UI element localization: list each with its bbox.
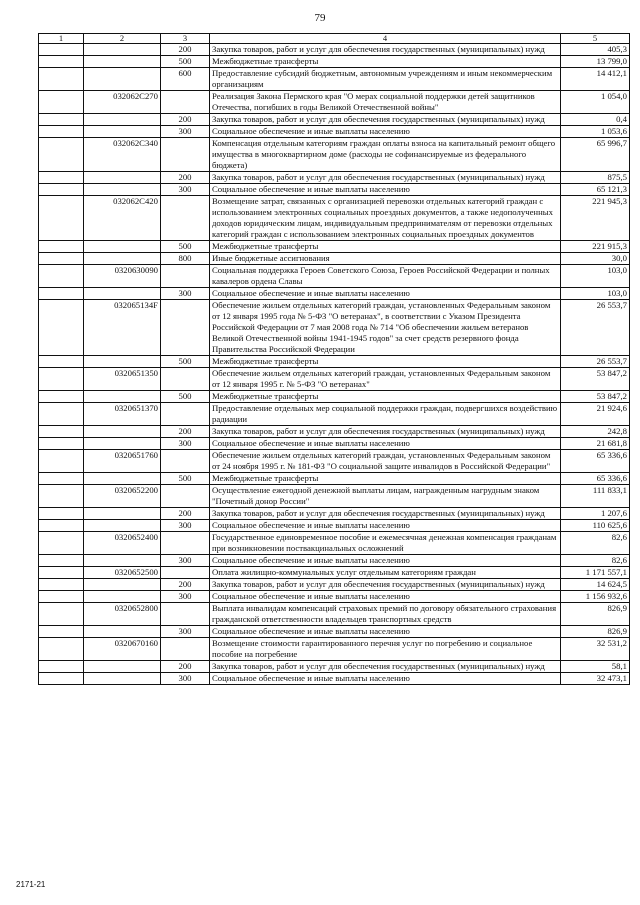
target-code-cell <box>84 114 161 126</box>
amount-cell: 21 681,8 <box>561 438 630 450</box>
item-name-cell: Обеспечение жильем отдельных категорий граждан, установленных Федеральным законом от 24 ноября 1995 г. № 181-ФЗ "О социальной защите инвалидов в Российской Федерации" <box>210 450 561 473</box>
target-code-cell <box>84 426 161 438</box>
item-name-cell: Предоставление субсидий бюджетным, автономным учреждениям и иным некоммерческим организациям <box>210 68 561 91</box>
section-cell <box>39 368 84 391</box>
target-code-cell <box>84 591 161 603</box>
amount-cell: 1 156 932,6 <box>561 591 630 603</box>
amount-cell: 58,1 <box>561 661 630 673</box>
amount-cell: 30,0 <box>561 253 630 265</box>
expense-type-cell <box>161 450 210 473</box>
target-code-cell <box>84 56 161 68</box>
target-code-cell <box>84 241 161 253</box>
table-row <box>39 172 630 184</box>
expense-type-cell: 200 <box>161 508 210 520</box>
table-row <box>39 438 630 450</box>
table-row <box>39 450 630 473</box>
target-code-cell <box>84 44 161 56</box>
expense-type-cell <box>161 300 210 356</box>
amount-cell: 13 799,0 <box>561 56 630 68</box>
item-name-cell: Закупка товаров, работ и услуг для обеспечения государственных (муниципальных) нужд <box>210 114 561 126</box>
section-cell <box>39 579 84 591</box>
section-cell <box>39 555 84 567</box>
table-row <box>39 253 630 265</box>
expense-type-cell: 300 <box>161 126 210 138</box>
header-cell-4: 4 <box>210 34 561 44</box>
target-code-cell: 032062C420 <box>84 196 161 241</box>
section-cell <box>39 288 84 300</box>
section-cell <box>39 91 84 114</box>
target-code-cell: 0320652200 <box>84 485 161 508</box>
amount-cell: 221 915,3 <box>561 241 630 253</box>
target-code-cell <box>84 68 161 91</box>
section-cell <box>39 508 84 520</box>
page-number: 79 <box>314 12 326 24</box>
target-code-cell <box>84 438 161 450</box>
expense-type-cell: 300 <box>161 673 210 685</box>
table-row <box>39 508 630 520</box>
target-code-cell: 0320652400 <box>84 532 161 555</box>
section-cell <box>39 356 84 368</box>
expense-type-cell: 200 <box>161 579 210 591</box>
header-cell-5: 5 <box>561 34 630 44</box>
section-cell <box>39 126 84 138</box>
section-cell <box>39 241 84 253</box>
amount-cell: 242,8 <box>561 426 630 438</box>
target-code-cell <box>84 126 161 138</box>
table-row <box>39 126 630 138</box>
section-cell <box>39 172 84 184</box>
amount-cell: 111 833,1 <box>561 485 630 508</box>
target-code-cell <box>84 626 161 638</box>
expense-type-cell <box>161 532 210 555</box>
item-name-cell: Обеспечение жильем отдельных категорий граждан, установленных Федеральным законом от 12 января 1995 г. № 5-ФЗ "О ветеранах" <box>210 368 561 391</box>
item-name-cell: Оплата жилищно-коммунальных услуг отдельным категориям граждан <box>210 567 561 579</box>
expense-type-cell: 500 <box>161 56 210 68</box>
table-row <box>39 56 630 68</box>
item-name-cell: Возмещение затрат, связанных с организацией перевозки отдельных категорий граждан с использованием электронных социальных проездных документов, а также недополученных доходов юридическим лицам, индивидуальным предпринимателям от перевозки отдельных категорий граждан с использованием электронных социальных проездных документов <box>210 196 561 241</box>
expense-type-cell: 300 <box>161 555 210 567</box>
table-row <box>39 661 630 673</box>
expense-type-cell: 300 <box>161 591 210 603</box>
item-name-cell: Социальное обеспечение и иные выплаты населению <box>210 438 561 450</box>
section-cell <box>39 56 84 68</box>
amount-cell: 32 473,1 <box>561 673 630 685</box>
table-row <box>39 44 630 56</box>
section-cell <box>39 391 84 403</box>
target-code-cell <box>84 520 161 532</box>
table-row <box>39 368 630 391</box>
table-row <box>39 567 630 579</box>
item-name-cell: Межбюджетные трансферты <box>210 56 561 68</box>
item-name-cell: Реализация Закона Пермского края "О мерах социальной поддержки детей защитников Отечества, погибших в годы Великой Отечественной войны" <box>210 91 561 114</box>
item-name-cell: Осуществление ежегодной денежной выплаты лицам, награжденным нагрудным знаком "Почетный донор России" <box>210 485 561 508</box>
table-row <box>39 426 630 438</box>
table-row <box>39 138 630 172</box>
section-cell <box>39 532 84 555</box>
amount-cell: 32 531,2 <box>561 638 630 661</box>
expense-type-cell <box>161 91 210 114</box>
item-name-cell: Обеспечение жильем отдельных категорий граждан, установленных Федеральным законом от 12 января 1995 года № 5-ФЗ "О ветеранах", в соответствии с Указом Президента Российской Федерации от 7 мая 2008 года № 714 "Об обеспечении жильем ветеранов Великой Отечественной войны 1941-1945 годов" за счет средств резервного фонда Правительства Российской Федерации <box>210 300 561 356</box>
item-name-cell: Социальное обеспечение и иные выплаты населению <box>210 288 561 300</box>
target-code-cell <box>84 172 161 184</box>
amount-cell: 53 847,2 <box>561 391 630 403</box>
expense-type-cell: 500 <box>161 241 210 253</box>
amount-cell: 103,0 <box>561 265 630 288</box>
section-cell <box>39 68 84 91</box>
expense-type-cell <box>161 138 210 172</box>
amount-cell: 21 924,6 <box>561 403 630 426</box>
section-cell <box>39 403 84 426</box>
section-cell <box>39 520 84 532</box>
expense-type-cell <box>161 603 210 626</box>
table-row <box>39 638 630 661</box>
table-row <box>39 184 630 196</box>
expense-type-cell: 300 <box>161 438 210 450</box>
target-code-cell: 0320651760 <box>84 450 161 473</box>
expense-type-cell: 300 <box>161 520 210 532</box>
expense-type-cell: 200 <box>161 44 210 56</box>
target-code-cell: 032062C270 <box>84 91 161 114</box>
expense-type-cell: 500 <box>161 356 210 368</box>
table-row <box>39 91 630 114</box>
expense-type-cell <box>161 638 210 661</box>
target-code-cell <box>84 473 161 485</box>
target-code-cell <box>84 508 161 520</box>
item-name-cell: Межбюджетные трансферты <box>210 241 561 253</box>
target-code-cell: 0320630090 <box>84 265 161 288</box>
expense-type-cell <box>161 196 210 241</box>
table-row <box>39 300 630 356</box>
table-row <box>39 391 630 403</box>
target-code-cell <box>84 661 161 673</box>
amount-cell: 82,6 <box>561 555 630 567</box>
amount-cell: 65 336,6 <box>561 450 630 473</box>
section-cell <box>39 626 84 638</box>
item-name-cell: Закупка товаров, работ и услуг для обеспечения государственных (муниципальных) нужд <box>210 426 561 438</box>
target-code-cell <box>84 673 161 685</box>
budget-table <box>38 33 630 685</box>
target-code-cell <box>84 253 161 265</box>
amount-cell: 65 121,3 <box>561 184 630 196</box>
section-cell <box>39 300 84 356</box>
expense-type-cell: 300 <box>161 626 210 638</box>
item-name-cell: Социальное обеспечение и иные выплаты населению <box>210 591 561 603</box>
expense-type-cell: 800 <box>161 253 210 265</box>
expense-type-cell: 500 <box>161 473 210 485</box>
amount-cell: 1 171 557,1 <box>561 567 630 579</box>
table-row <box>39 555 630 567</box>
amount-cell: 26 553,7 <box>561 356 630 368</box>
item-name-cell: Возмещение стоимости гарантированного перечня услуг по погребению и социальное пособие на погребение <box>210 638 561 661</box>
item-name-cell: Закупка товаров, работ и услуг для обеспечения государственных (муниципальных) нужд <box>210 172 561 184</box>
amount-cell: 0,4 <box>561 114 630 126</box>
section-cell <box>39 196 84 241</box>
section-cell <box>39 567 84 579</box>
target-code-cell <box>84 391 161 403</box>
amount-cell: 405,3 <box>561 44 630 56</box>
table-row <box>39 241 630 253</box>
table-row <box>39 520 630 532</box>
item-name-cell: Межбюджетные трансферты <box>210 356 561 368</box>
target-code-cell: 032062C340 <box>84 138 161 172</box>
expense-type-cell <box>161 368 210 391</box>
table-row <box>39 532 630 555</box>
section-cell <box>39 661 84 673</box>
table-row <box>39 68 630 91</box>
section-cell <box>39 426 84 438</box>
target-code-cell <box>84 555 161 567</box>
table-row <box>39 288 630 300</box>
target-code-cell <box>84 288 161 300</box>
amount-cell: 82,6 <box>561 532 630 555</box>
target-code-cell: 0320651370 <box>84 403 161 426</box>
item-name-cell: Закупка товаров, работ и услуг для обеспечения государственных (муниципальных) нужд <box>210 508 561 520</box>
section-cell <box>39 603 84 626</box>
expense-type-cell <box>161 403 210 426</box>
item-name-cell: Социальное обеспечение и иные выплаты населению <box>210 626 561 638</box>
item-name-cell: Закупка товаров, работ и услуг для обеспечения государственных (муниципальных) нужд <box>210 661 561 673</box>
item-name-cell: Закупка товаров, работ и услуг для обеспечения государственных (муниципальных) нужд <box>210 44 561 56</box>
item-name-cell: Социальная поддержка Героев Советского Союза, Героев Российской Федерации и полных кавалеров ордена Славы <box>210 265 561 288</box>
section-cell <box>39 485 84 508</box>
item-name-cell: Социальное обеспечение и иные выплаты населению <box>210 184 561 196</box>
header-cell-1: 1 <box>39 34 84 44</box>
table-row <box>39 485 630 508</box>
header-cell-2: 2 <box>84 34 161 44</box>
expense-type-cell: 500 <box>161 391 210 403</box>
expense-type-cell <box>161 567 210 579</box>
table-row <box>39 265 630 288</box>
amount-cell: 14 624,5 <box>561 579 630 591</box>
expense-type-cell: 200 <box>161 172 210 184</box>
table-row <box>39 403 630 426</box>
table-row <box>39 673 630 685</box>
section-cell <box>39 184 84 196</box>
section-cell <box>39 438 84 450</box>
amount-cell: 110 625,6 <box>561 520 630 532</box>
expense-type-cell: 200 <box>161 114 210 126</box>
expense-type-cell <box>161 485 210 508</box>
expense-type-cell: 200 <box>161 426 210 438</box>
item-name-cell: Иные бюджетные ассигнования <box>210 253 561 265</box>
target-code-cell: 0320651350 <box>84 368 161 391</box>
amount-cell: 26 553,7 <box>561 300 630 356</box>
section-cell <box>39 638 84 661</box>
amount-cell: 1 054,0 <box>561 91 630 114</box>
item-name-cell: Межбюджетные трансферты <box>210 391 561 403</box>
item-name-cell: Социальное обеспечение и иные выплаты населению <box>210 520 561 532</box>
footer-code: 2171-21 <box>16 880 46 889</box>
expense-type-cell: 300 <box>161 288 210 300</box>
table-row <box>39 114 630 126</box>
target-code-cell <box>84 356 161 368</box>
section-cell <box>39 473 84 485</box>
item-name-cell: Межбюджетные трансферты <box>210 473 561 485</box>
item-name-cell: Закупка товаров, работ и услуг для обеспечения государственных (муниципальных) нужд <box>210 579 561 591</box>
expense-type-cell <box>161 265 210 288</box>
section-cell <box>39 673 84 685</box>
item-name-cell: Предоставление отдельных мер социальной поддержки граждан, подвергшихся воздействию радиации <box>210 403 561 426</box>
target-code-cell <box>84 579 161 591</box>
table-header-row <box>39 34 630 44</box>
target-code-cell: 032065134F <box>84 300 161 356</box>
target-code-cell: 0320652500 <box>84 567 161 579</box>
amount-cell: 826,9 <box>561 626 630 638</box>
expense-type-cell: 200 <box>161 661 210 673</box>
target-code-cell: 0320670160 <box>84 638 161 661</box>
table-row <box>39 591 630 603</box>
amount-cell: 1 207,6 <box>561 508 630 520</box>
item-name-cell: Социальное обеспечение и иные выплаты населению <box>210 673 561 685</box>
expense-type-cell: 600 <box>161 68 210 91</box>
section-cell <box>39 138 84 172</box>
amount-cell: 875,5 <box>561 172 630 184</box>
section-cell <box>39 253 84 265</box>
header-cell-3: 3 <box>161 34 210 44</box>
item-name-cell: Выплата инвалидам компенсаций страховых премий по договору обязательного страхования гражданской ответственности владельцев транспортных средств <box>210 603 561 626</box>
target-code-cell <box>84 184 161 196</box>
item-name-cell: Компенсация отдельным категориям граждан оплаты взноса на капитальный ремонт общего имущества в многоквартирном доме (расходы не софинансируемые из федерального бюджета) <box>210 138 561 172</box>
amount-cell: 65 336,6 <box>561 473 630 485</box>
table-body <box>39 44 630 685</box>
table-row <box>39 196 630 241</box>
section-cell <box>39 265 84 288</box>
item-name-cell: Социальное обеспечение и иные выплаты населению <box>210 126 561 138</box>
section-cell <box>39 114 84 126</box>
amount-cell: 826,9 <box>561 603 630 626</box>
target-code-cell: 0320652800 <box>84 603 161 626</box>
amount-cell: 53 847,2 <box>561 368 630 391</box>
table-row <box>39 473 630 485</box>
table-row <box>39 356 630 368</box>
amount-cell: 14 412,1 <box>561 68 630 91</box>
table-row <box>39 603 630 626</box>
item-name-cell: Социальное обеспечение и иные выплаты населению <box>210 555 561 567</box>
section-cell <box>39 44 84 56</box>
section-cell <box>39 450 84 473</box>
expense-type-cell: 300 <box>161 184 210 196</box>
amount-cell: 1 053,6 <box>561 126 630 138</box>
amount-cell: 221 945,3 <box>561 196 630 241</box>
item-name-cell: Государственное единовременное пособие и ежемесячная денежная компенсация гражданам при возникновении поствакцинальных осложнений <box>210 532 561 555</box>
table-row <box>39 626 630 638</box>
amount-cell: 65 996,7 <box>561 138 630 172</box>
section-cell <box>39 591 84 603</box>
amount-cell: 103,0 <box>561 288 630 300</box>
table-row <box>39 579 630 591</box>
